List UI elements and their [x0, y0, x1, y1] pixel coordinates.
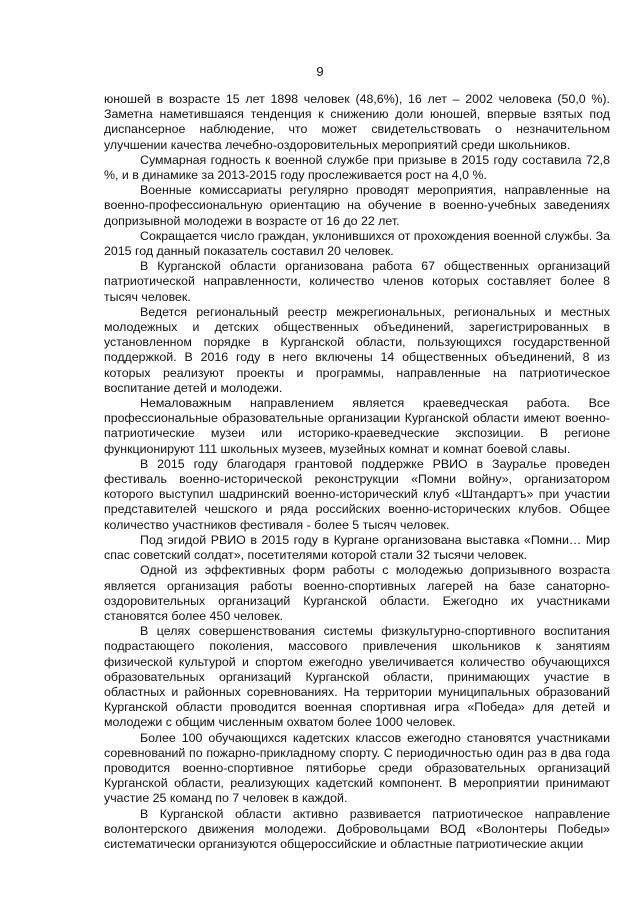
- paragraph: В Курганской области активно развивается патриотическое направление волонтерского движения молодежи. Добровольцами ВОД «Волонтеры Победы» систематически организуются общероссийские и областные патриотические акции: [104, 806, 610, 851]
- paragraph: Одной из эффективных форм работы с молодежью допризывного возраста является организация работы военно-спортивных лагерей на базе санаторно-оздоровительных организаций Курганской области. Ежегодно их участниками становятся более 450 человек.: [104, 563, 610, 623]
- paragraph: В целях совершенствования системы физкультурно-спортивного воспитания подрастающего поколения, массового привлечения школьников к занятиям физической культурой и спортом ежегодно увеличивается количество обучающихся образовательных организаций Курганской области, принимающих участие в областных и районных соревнованиях. На территории муниципальных образований Курганской области проводится военная спортивная игра «Победа» для детей и молодежи с общим численным охватом более 1000 человек.: [104, 624, 610, 730]
- paragraph: Суммарная годность к военной службе при призыве в 2015 году составила 72,8 %, и в динамике за 2013-2015 году прослеживается рост на 4,0 %.: [104, 152, 610, 183]
- paragraph: Ведется региональный реестр межрегиональных, региональных и местных молодежных и детских общественных объединений, зарегистрированных в установленном порядке в Курганской области, пользующихся государственной поддержкой. В 2016 году в него включены 14 общественных объединений, 8 из которых реализуют проекты и программы, направленные на патриотическое воспитание детей и молодежи.: [104, 304, 610, 395]
- paragraph: юношей в возрасте 15 лет 1898 человек (48,6%), 16 лет – 2002 человека (50,0 %). Заметна наметившаяся тенденция к снижению доли юношей, впервые взятых под диспансерное наблюдение, что может свидетельствовать о незначительном улучшении качества лечебно-оздоровительных мероприятий среди школьников.: [104, 92, 610, 152]
- body-text: [104, 92, 610, 852]
- paragraph: Военные комиссариаты регулярно проводят мероприятия, направленные на военно-профессиональную ориентацию на обучение в военно-учебных заведениях допризывной молодежи в возрасте от 16 до 22 лет.: [104, 183, 610, 228]
- paragraph: Более 100 обучающихся кадетских классов ежегодно становятся участниками соревнований по пожарно-прикладному спорту. С периодичностью один раз в два года проводится военно-спортивное пятиборье среди образовательных организаций Курганской области, реализующих кадетский компонент. В мероприятии принимают участие 25 команд по 7 человек в каждой.: [104, 730, 610, 806]
- paragraph: В Курганской области организована работа 67 общественных организаций патриотической направленности, количество членов которых составляет более 8 тысяч человек.: [104, 259, 610, 304]
- paragraph: Немаловажным направлением является краеведческая работа. Все профессиональные образовательные организации Курганской области имеют военно-патриотические музеи или историко-краеведческие экспозиции. В регионе функционируют 111 школьных музеев, музейных комнат и комнат боевой славы.: [104, 396, 610, 456]
- paragraph: Под эгидой РВИО в 2015 году в Кургане организована выставка «Помни… Мир спас советский солдат», посетителями которой стали 32 тысячи человек.: [104, 532, 610, 563]
- paragraph: В 2015 году благодаря грантовой поддержке РВИО в Зауралье проведен фестиваль военно-исторической реконструкции «Помни войну», организатором которого выступил шадринский военно-исторический клуб «Штандартъ» при участии представителей чешского и ряда российских военно-исторических клубов. Общее количество участников фестиваля - более 5 тысяч человек.: [104, 456, 610, 532]
- paragraph: Сокращается число граждан, уклонившихся от прохождения военной службы. За 2015 год данный показатель составил 20 человек.: [104, 228, 610, 259]
- page-number: 9: [316, 64, 324, 79]
